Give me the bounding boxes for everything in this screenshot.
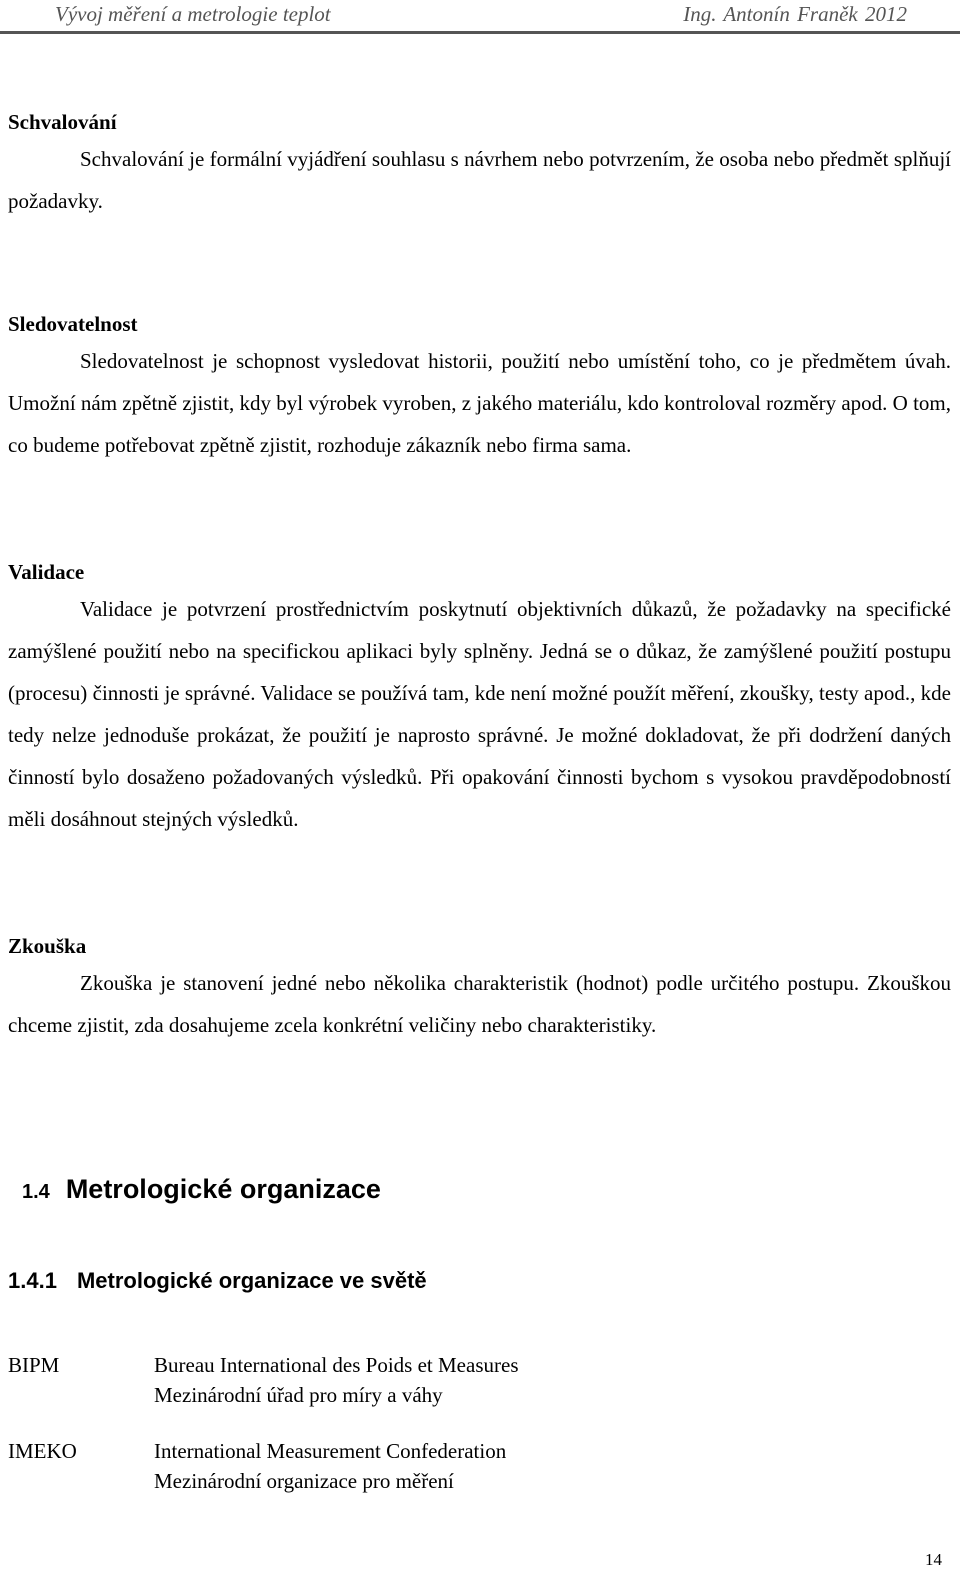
term-definition: Schvalování je formální vyjádření souhlasu s návrhem nebo potvrzením, že osoba nebo předmět splňují požadavky. [8, 147, 951, 213]
section-zkouska [8, 932, 951, 1046]
section-sledovatelnost [8, 310, 951, 466]
organization-translation: Mezinárodní organizace pro měření [154, 1469, 454, 1493]
section-validace [8, 558, 951, 840]
organization-translation: Mezinárodní úřad pro míry a váhy [154, 1383, 443, 1407]
heading-number: 1.4.1 [8, 1268, 57, 1293]
heading-title: Metrologické organizace ve světě [76, 1268, 427, 1293]
term-definition: Zkouška je stanovení jedné nebo několika charakteristik (hodnot) podle určitého postupu. Zkouškou chceme zjistit, zda dosahujeme zcela konkrétní veličiny nebo charakteristiky. [8, 971, 951, 1037]
page-header [0, 0, 960, 32]
header-divider [0, 31, 960, 34]
organization-names [154, 1350, 519, 1410]
term-definition: Sledovatelnost je schopnost vysledovat historii, použití nebo umístění toho, co je předmětem úvah. Umožní nám zpětně zjistit, kdy byl výrobek vyroben, z jakého materiálu, kdo kontroloval rozměry apod. O tom, co budeme potřebovat zpětně zjistit, rozhoduje zákazník nebo firma sama. [8, 349, 952, 457]
section-heading-1-4 [22, 1174, 381, 1205]
heading-title: Metrologické organizace [65, 1174, 381, 1204]
organization-names [154, 1436, 506, 1496]
heading-number: 1.4 [22, 1181, 50, 1203]
organization-name: Bureau International des Poids et Measures [154, 1353, 519, 1377]
main-content [8, 108, 951, 1046]
term-definition: Validace je potvrzení prostřednictvím poskytnutí objektivních důkazů, že požadavky na specifické zamýšlené použití nebo na specifickou aplikaci byly splněny. Jedná se o důkaz, že zamýšlené použití postupu (procesu) činnosti je správné. Validace se používá tam, kde není možné použít měření, zkoušky, testy apod., kde tedy nelze jednoduše prokázat, že použití je naprosto správné. Je možné dokladovat, že při dodržení daných činností bylo dosaženo požadovaných výsledků. Při opakování činnosti bychom s vysokou pravděpodobností měli dosáhnout stejných výsledků. [8, 597, 951, 831]
page-number: 14 [925, 1550, 942, 1569]
term-heading: Sledovatelnost [8, 312, 138, 336]
term-heading: Validace [8, 560, 85, 584]
term-heading: Schvalování [8, 110, 117, 134]
header-author-year: Ing. Antonín Franěk 2012 [683, 2, 907, 26]
section-schvalovani [8, 108, 951, 222]
organization-name: International Measurement Confederation [154, 1439, 507, 1463]
organization-abbreviation: BIPM [8, 1353, 60, 1377]
header-title: Vývoj měření a metrologie teplot [55, 2, 331, 26]
section-heading-1-4-1 [8, 1268, 427, 1294]
organization-abbreviation: IMEKO [8, 1439, 77, 1463]
term-heading: Zkouška [8, 934, 87, 958]
